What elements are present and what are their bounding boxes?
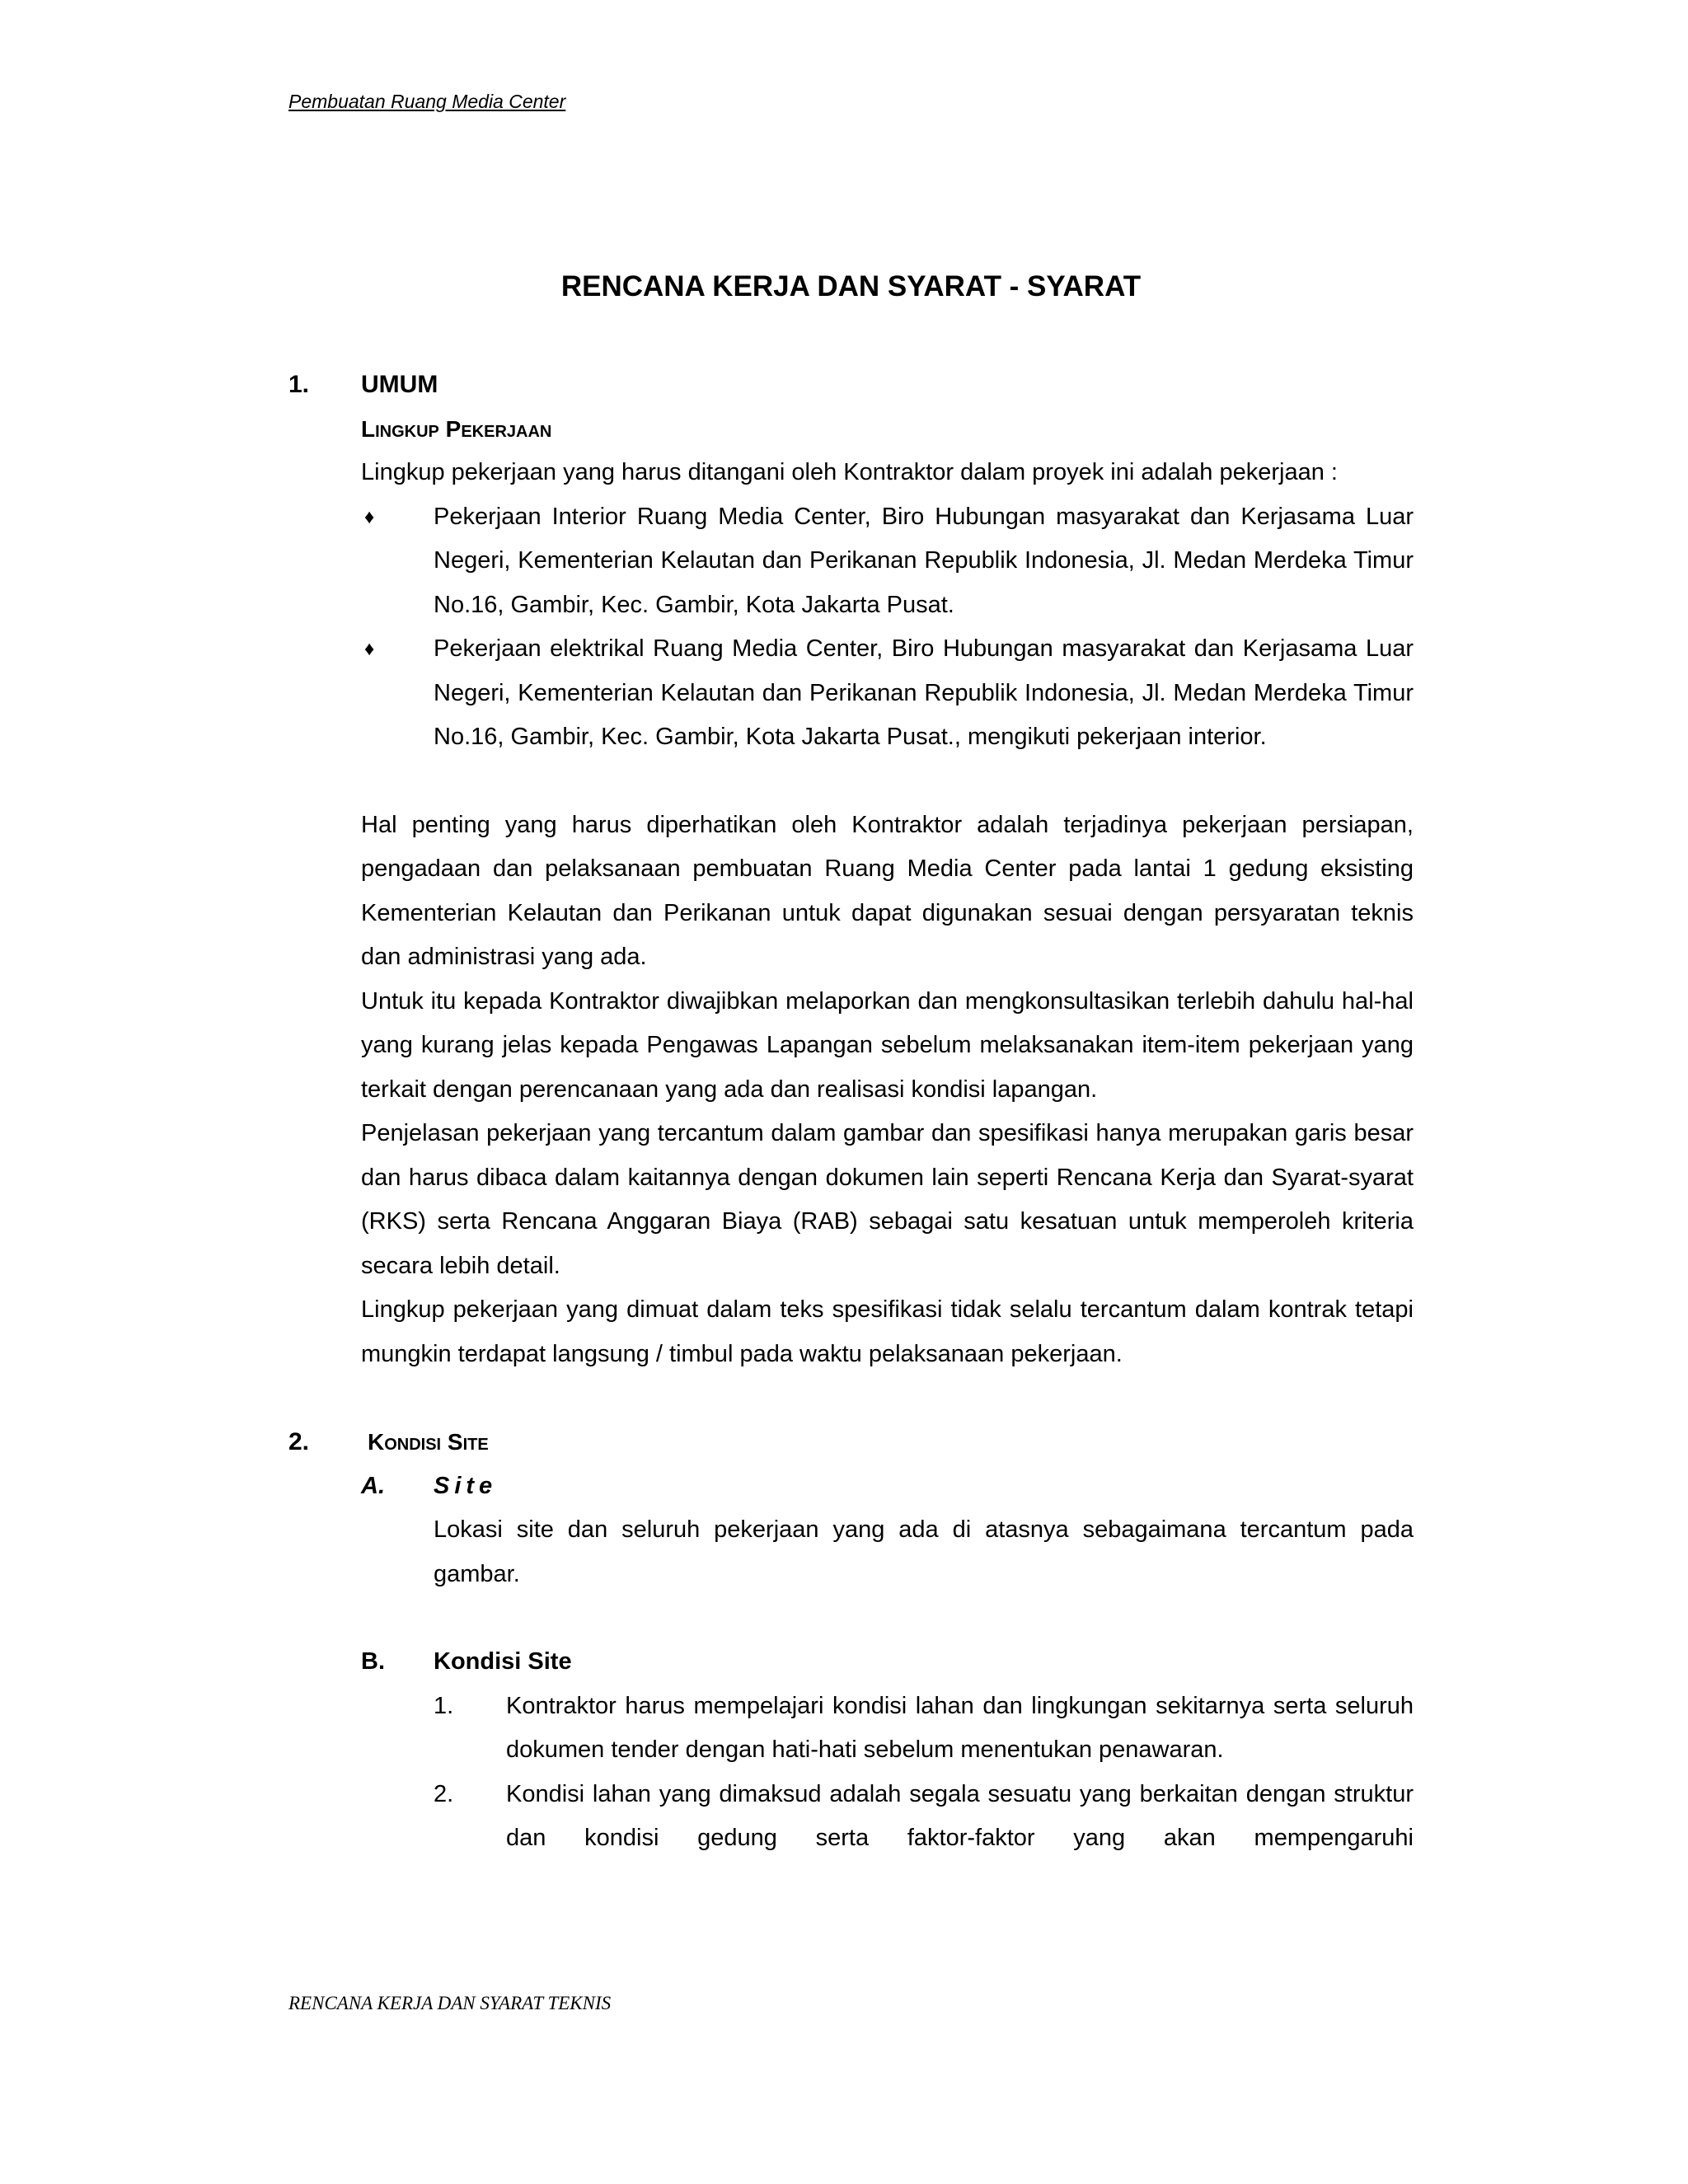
list-item	[361, 627, 1414, 760]
subsection-a-text: Lokasi site dan seluruh pekerjaan yang ada di atasnya sebagaimana tercantum pada gambar.	[434, 1516, 1414, 1587]
running-header: Pembuatan Ruang Media Center	[288, 91, 566, 112]
section-1-heading: UMUM	[361, 371, 438, 398]
list-item-text: Pekerjaan elektrikal Ruang Media Center, Biro Hubungan masyarakat dan Kerjasama Luar Negeri, Kementerian Kelautan dan Perikanan Republik Indonesia, Jl. Medan Merdeka Timur No.16, Gambir, Kec. Gambir, Kota Jakarta Pusat., mengikuti pekerjaan interior.	[434, 635, 1414, 750]
paragraph: Untuk itu kepada Kontraktor diwajibkan melaporkan dan mengkonsultasikan terlebih dahulu hal-hal yang kurang jelas kepada Pengawas Lapangan sebelum melaksanakan item-item pekerjaan yang terkait dengan perencanaan yang ada dan realisasi kondisi lapangan.	[361, 987, 1414, 1103]
list-item-number: 1.	[434, 1692, 454, 1719]
paragraph: Penjelasan pekerjaan yang tercantum dalam gambar dan spesifikasi hanya merupakan garis besar dan harus dibaca dalam kaitannya dengan dokumen lain seperti Rencana Kerja dan Syarat-syarat (RKS) serta Rencana Anggaran Biaya (RAB) sebagai satu kesatuan untuk memperoleh kriteria secara lebih detail.	[361, 1120, 1414, 1279]
subsection-a	[361, 1465, 1414, 1597]
diamond-bullet-icon: ♦	[364, 505, 375, 528]
subsection-a-title: Site	[434, 1472, 498, 1499]
section-2	[288, 1420, 1414, 1861]
paragraph: Lingkup pekerjaan yang dimuat dalam teks spesifikasi tidak selalu tercantum dalam kontrak tetapi mungkin terdapat langsung / timbul pada waktu pelaksanaan pekerjaan.	[361, 1296, 1414, 1367]
paragraph: Hal penting yang harus diperhatikan oleh Kontraktor adalah terjadinya pekerjaan persiapan, pengadaan dan pelaksanaan pembuatan Ruang Media Center pada lantai 1 gedung eksisting Kementerian Kelautan dan Perikanan untuk dapat digunakan sesuai dengan persyaratan teknis dan administrasi yang ada.	[361, 811, 1414, 970]
section-1-intro: Lingkup pekerjaan yang harus ditangani oleh Kontraktor dalam proyek ini adalah pekerjaan :	[361, 459, 1338, 485]
list-item	[361, 495, 1414, 628]
list-item-text: Pekerjaan Interior Ruang Media Center, Biro Hubungan masyarakat dan Kerjasama Luar Negeri, Kementerian Kelautan dan Perikanan Republik Indonesia, Jl. Medan Merdeka Timur No.16, Gambir, Kec. Gambir, Kota Jakarta Pusat.	[434, 503, 1414, 618]
list-item	[434, 1773, 1414, 1861]
section-2-number: 2.	[288, 1428, 310, 1455]
document-title: RENCANA KERJA DAN SYARAT - SYARAT	[560, 270, 1142, 302]
subsection-b	[361, 1640, 1414, 1861]
section-2-heading: Kondisi Site	[368, 1429, 489, 1455]
subsection-b-title: Kondisi Site	[434, 1648, 572, 1675]
document-body	[288, 363, 1414, 1861]
list-item-text: Kontraktor harus mempelajari kondisi lahan dan lingkungan sekitarnya serta seluruh dokumen tender dengan hati-hati sebelum menentukan penawaran.	[506, 1692, 1414, 1763]
subsection-a-label: A.	[361, 1472, 385, 1499]
section-1-subheading: Lingkup Pekerjaan	[361, 415, 552, 442]
list-item-text: Kondisi lahan yang dimaksud adalah segala sesuatu yang berkaitan dengan struktur dan kondisi gedung serta faktor-faktor yang akan mempengaruhi	[506, 1780, 1414, 1851]
diamond-bullet-icon: ♦	[364, 638, 375, 660]
list-item	[434, 1685, 1414, 1773]
list-item-number: 2.	[434, 1780, 454, 1807]
section-1	[288, 363, 1414, 1376]
section-1-number: 1.	[288, 371, 310, 398]
scope-list	[361, 495, 1414, 760]
subsection-b-label: B.	[361, 1648, 385, 1675]
running-footer: RENCANA KERJA DAN SYARAT TEKNIS	[288, 1993, 612, 2013]
